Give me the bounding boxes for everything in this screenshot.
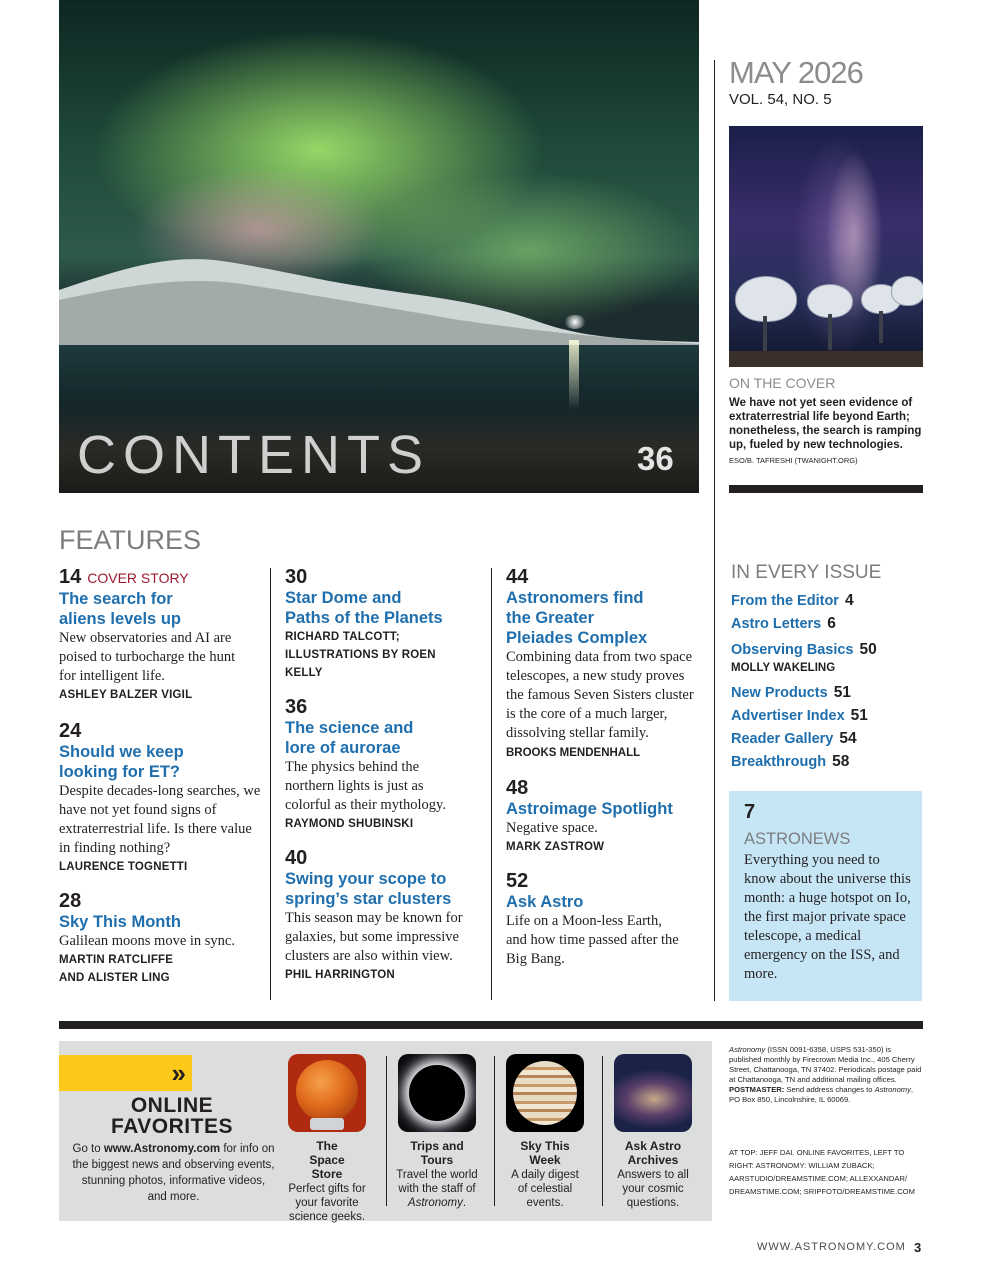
page-number: 44 xyxy=(506,566,529,588)
online-text-suffix: for info on the biggest news and observing events, stunning photos, informative videos, and more. xyxy=(72,1143,275,1203)
globe-stand xyxy=(310,1118,344,1130)
in-every-issue-heading: IN EVERY ISSUE xyxy=(731,562,882,583)
column-divider xyxy=(270,568,271,1000)
feature-item[interactable] xyxy=(59,566,261,704)
website-link[interactable]: www.Astronomy.com xyxy=(103,1143,221,1155)
issue-date: MAY 2026 xyxy=(729,55,863,90)
feature-item[interactable] xyxy=(506,870,702,969)
mountain-silhouette xyxy=(59,240,699,350)
feature-title[interactable]: Ask Astro xyxy=(506,893,584,911)
list-item-page: 50 xyxy=(859,641,877,658)
list-item-title[interactable]: Observing Basics xyxy=(731,642,854,658)
feature-title[interactable]: Astroimage Spotlight xyxy=(506,800,673,818)
favorite-ask-astro-archives[interactable] xyxy=(603,1054,703,1210)
features-column-2 xyxy=(285,566,483,994)
dish-mount xyxy=(879,311,883,343)
favorite-title: The Space Store xyxy=(309,1139,345,1181)
list-item[interactable] xyxy=(731,705,923,728)
feature-item[interactable] xyxy=(285,847,483,984)
astronews-box[interactable] xyxy=(729,791,922,1001)
dish-mount xyxy=(828,314,832,350)
in-every-issue-list xyxy=(731,590,923,774)
feature-byline: MARK ZASTROW xyxy=(506,841,605,853)
favorite-text-part: Travel the world with the staff of xyxy=(396,1169,478,1195)
feature-description xyxy=(506,648,702,763)
feature-title[interactable]: Astronomers find the Greater Pleiades Complex xyxy=(506,589,648,647)
cover-description: We have not yet seen evidence of extraterrestrial life beyond Earth; nonetheless, the search is ramping up, fueled by new technologies. xyxy=(729,397,922,451)
column-divider xyxy=(491,568,492,1000)
list-item[interactable] xyxy=(731,751,923,774)
list-item-byline: MOLLY WAKELING xyxy=(731,662,836,674)
radio-dish xyxy=(891,276,923,306)
feature-title[interactable]: Swing your scope to spring’s star clusters xyxy=(285,870,452,908)
page-number: 36 xyxy=(285,696,308,718)
list-item-title[interactable]: Astro Letters xyxy=(731,616,822,632)
feature-description-text: Combining data from two space telescopes, a new study proves the famous Seven Sisters cluster is the core of a much larger, dissolving stellar family. xyxy=(506,649,694,741)
feature-item[interactable] xyxy=(506,777,702,856)
list-item[interactable] xyxy=(731,590,923,613)
favorite-text-emphasis: Astronomy xyxy=(407,1197,463,1209)
cover-image-telescopes xyxy=(729,126,923,367)
favorite-text-end: . xyxy=(462,1197,467,1209)
pub-text-1: (ISSN 0091-6358, USPS 531-350) is published monthly by Firecrown Media Inc., 405 Cherry Street, Chattanooga, TN 37402. Periodicals postage paid at Chattanooga, TN and additional mailing offices. xyxy=(729,1045,922,1084)
list-item-title[interactable]: From the Editor xyxy=(731,593,839,609)
feature-description: This season may be known for galaxies, but some impressive clusters are also within view. xyxy=(285,910,463,964)
footer-page-number: 3 xyxy=(914,1240,922,1255)
list-item[interactable] xyxy=(731,639,923,662)
favorite-text: Perfect gifts for your favorite science geeks. xyxy=(288,1183,366,1223)
favorite-text: A daily digest of celestial events. xyxy=(511,1169,579,1209)
section-divider-bar xyxy=(59,1021,923,1029)
list-item[interactable] xyxy=(731,613,923,636)
publisher-info xyxy=(729,1045,923,1105)
list-item-page: 54 xyxy=(839,730,857,747)
list-item-title[interactable]: New Products xyxy=(731,685,828,701)
list-item-page: 51 xyxy=(833,684,851,701)
feature-byline: ASHLEY BALZER VIGIL xyxy=(59,689,193,701)
cover-story-kicker: COVER STORY xyxy=(87,570,189,586)
cover-credit: ESO/B. TAFRESHI (TWANIGHT.ORG) xyxy=(729,456,858,465)
feature-item[interactable] xyxy=(285,566,483,682)
radio-dish xyxy=(807,284,853,318)
ground xyxy=(729,351,923,367)
sky-this-week-image xyxy=(506,1054,584,1132)
feature-item[interactable] xyxy=(506,566,702,763)
list-item[interactable] xyxy=(731,682,923,705)
list-item[interactable] xyxy=(731,728,923,751)
online-favorites-panel xyxy=(59,1041,712,1221)
feature-item[interactable] xyxy=(59,720,261,876)
astronews-description: Everything you need to know about the universe this month: a huge hotspot on Io, the first major private space telescope, a medical emergency on the ISS, and more. xyxy=(744,852,911,982)
cover-divider-bar xyxy=(729,485,923,493)
list-item-page: 58 xyxy=(832,753,850,770)
postmaster-label: POSTMASTER: xyxy=(729,1085,785,1094)
page-number: 52 xyxy=(506,870,529,892)
dish-mount xyxy=(763,316,767,356)
favorite-title: Sky This Week xyxy=(520,1139,570,1167)
favorite-sky-this-week[interactable] xyxy=(495,1054,595,1210)
features-heading: FEATURES xyxy=(59,525,202,555)
feature-item[interactable] xyxy=(59,890,261,987)
page-number: 48 xyxy=(506,777,529,799)
list-item-title[interactable]: Reader Gallery xyxy=(731,731,834,747)
feature-byline: LAURENCE TOGNETTI xyxy=(59,861,188,873)
feature-title[interactable]: Should we keep looking for ET? xyxy=(59,743,184,781)
feature-description: New observatories and AI are poised to turbocharge the hunt for intelligent life. xyxy=(59,630,236,684)
feature-byline: BROOKS MENDENHALL xyxy=(506,747,641,759)
feature-description: Galilean moons move in sync. xyxy=(59,933,235,949)
mag-name: Astronomy xyxy=(874,1085,911,1094)
feature-title[interactable]: The search for aliens levels up xyxy=(59,590,181,628)
feature-byline: MARTIN RATCLIFFE AND ALISTER LING xyxy=(59,954,174,984)
feature-title[interactable]: Sky This Month xyxy=(59,913,181,931)
favorite-title: Trips and Tours xyxy=(410,1139,464,1167)
issue-volume: VOL. 54, NO. 5 xyxy=(729,91,832,108)
feature-byline: RICHARD TALCOTT; ILLUSTRATIONS BY ROEN KELLY xyxy=(285,631,436,679)
mars-globe xyxy=(296,1060,358,1122)
trips-tours-image xyxy=(398,1054,476,1132)
hero-page-number: 36 xyxy=(637,440,674,477)
feature-title[interactable]: The science and lore of aurorae xyxy=(285,719,414,757)
feature-description: Life on a Moon-less Earth, and how time passed after the Big Bang. xyxy=(506,913,679,967)
footer-url[interactable]: WWW.ASTRONOMY.COM xyxy=(757,1241,906,1253)
favorite-title: Ask Astro Archives xyxy=(624,1139,682,1167)
feature-byline: PHIL HARRINGTON xyxy=(285,969,395,981)
feature-item[interactable] xyxy=(285,696,483,833)
astronews-title: ASTRONEWS xyxy=(744,830,851,848)
favorite-trips-tours[interactable] xyxy=(387,1054,487,1210)
favorite-text xyxy=(387,1168,487,1210)
favorite-text: Answers to all your cosmic questions. xyxy=(617,1169,689,1209)
online-favorites-title: ONLINE FAVORITES xyxy=(111,1094,233,1138)
chevron-right-icon: » xyxy=(59,1055,192,1091)
feature-title[interactable]: Star Dome and Paths of the Planets xyxy=(285,589,443,627)
list-item-page: 51 xyxy=(850,707,868,724)
photo-credits: AT TOP: JEFF DAI. ONLINE FAVORITES, LEFT TO RIGHT: ASTRONOMY: WILLIAM ZUBACK; AARSTUDIO/DREAMSTIME.COM; ALLEXXANDAR/ DREAMSTIME.COM; SRIPFOTO/DREAMSTIME.COM xyxy=(729,1148,915,1196)
features-column-1 xyxy=(59,566,261,997)
pub-text-3: , PO Box 850, Lincolnshire, IL 60069. xyxy=(729,1085,914,1104)
features-column-3 xyxy=(506,566,702,979)
ask-astro-image xyxy=(614,1054,692,1132)
shore-light xyxy=(564,315,586,329)
eclipse-corona xyxy=(409,1065,465,1121)
contents-title: CONTENTS xyxy=(77,425,430,485)
jupiter xyxy=(513,1061,577,1125)
feature-byline: RAYMOND SHUBINSKI xyxy=(285,818,414,830)
page-number: 30 xyxy=(285,566,308,588)
vertical-divider xyxy=(714,60,715,1001)
light-reflection xyxy=(569,340,579,410)
mag-name: Astronomy xyxy=(729,1045,766,1054)
feature-description: The physics behind the northern lights is just as colorful as their mythology. xyxy=(285,759,446,813)
list-item-title[interactable]: Advertiser Index xyxy=(731,708,845,724)
page-number: 14 xyxy=(59,566,82,588)
favorite-space-store[interactable] xyxy=(277,1054,377,1224)
astronews-page: 7 xyxy=(744,801,756,823)
online-text-prefix: Go to xyxy=(72,1143,104,1155)
page-number: 24 xyxy=(59,720,82,742)
page-number: 28 xyxy=(59,890,82,912)
list-item-page: 4 xyxy=(844,592,854,609)
pub-text-2: Send address changes to xyxy=(784,1085,875,1094)
feature-description: Negative space. xyxy=(506,820,598,836)
hero-image-aurora xyxy=(59,0,699,493)
online-favorites-text xyxy=(71,1141,276,1205)
list-item-page: 6 xyxy=(827,615,836,632)
page-number: 40 xyxy=(285,847,308,869)
space-store-image xyxy=(288,1054,366,1132)
on-the-cover-label: ON THE COVER xyxy=(729,375,836,391)
feature-description: Despite decades-long searches, we have not yet found signs of extraterrestrial life. Is there value in finding nothing? xyxy=(59,783,261,856)
list-item-title[interactable]: Breakthrough xyxy=(731,754,827,770)
